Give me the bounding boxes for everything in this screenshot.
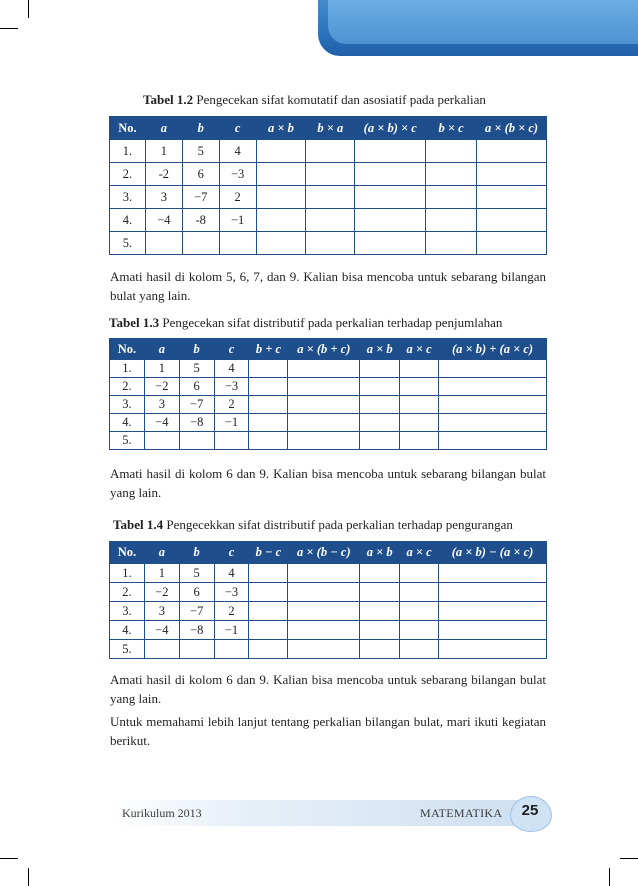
table-cell <box>360 640 400 659</box>
header-cell: a <box>145 117 182 140</box>
table-cell <box>477 163 547 186</box>
table-row <box>110 209 547 232</box>
table-cell <box>179 432 214 450</box>
paragraph: Amati hasil di kolom 6 dan 9. Kalian bisa mencoba untuk sebarang bilangan bulat yang lain. <box>110 466 546 500</box>
table-cell <box>400 564 439 583</box>
table-cell <box>249 414 288 432</box>
paragraph: Untuk memahami lebih lanjut tentang perkalian bilangan bulat, mari ikuti kegiatan berikut. <box>110 714 546 748</box>
table-cell <box>400 414 439 432</box>
table-1-2 <box>109 116 547 255</box>
table-cell <box>355 209 426 232</box>
table-cell <box>439 360 547 378</box>
table-cell <box>477 209 547 232</box>
table-cell: −8 <box>179 621 214 640</box>
header-cell: b <box>179 542 214 564</box>
table-cell: 4. <box>110 621 145 640</box>
table-cell <box>360 360 400 378</box>
table-caption <box>143 92 486 108</box>
table-cell: 4. <box>110 414 145 432</box>
table-cell <box>477 186 547 209</box>
table-cell <box>400 621 439 640</box>
table-cell: 1 <box>145 140 182 163</box>
table-row <box>110 360 547 378</box>
table-cell <box>249 396 288 414</box>
table-cell <box>400 432 439 450</box>
table-cell <box>288 360 360 378</box>
table-cell <box>439 640 547 659</box>
table-cell <box>249 621 288 640</box>
table-cell <box>306 186 355 209</box>
table-cell <box>400 640 439 659</box>
table-cell <box>306 140 355 163</box>
table-cell <box>360 432 400 450</box>
table-row <box>110 583 547 602</box>
table-cell <box>477 140 547 163</box>
table-cell <box>306 209 355 232</box>
header-cell: a × b <box>360 542 400 564</box>
table-cell <box>249 583 288 602</box>
table-cell: 4. <box>110 209 146 232</box>
table-cell <box>249 360 288 378</box>
table-cell <box>400 360 439 378</box>
header-cell: a × b <box>360 339 400 360</box>
table-cell: −1 <box>219 209 256 232</box>
table-cell: −1 <box>214 621 249 640</box>
table-cell <box>144 640 179 659</box>
table-cell: -2 <box>145 163 182 186</box>
table-cell: 3 <box>145 186 182 209</box>
table-cell: 6 <box>179 378 214 396</box>
table-cell: 2 <box>219 186 256 209</box>
crop-mark <box>620 858 638 859</box>
table-cell <box>256 209 306 232</box>
table-cell <box>214 640 249 659</box>
table-row <box>110 163 547 186</box>
table-caption <box>113 517 513 533</box>
table-cell: 4 <box>214 564 249 583</box>
table-cell <box>439 583 547 602</box>
table-cell <box>288 583 360 602</box>
header-cell: b × c <box>426 117 477 140</box>
table-cell <box>360 564 400 583</box>
table-cell <box>360 602 400 621</box>
table-cell: −7 <box>179 396 214 414</box>
table-cell <box>288 602 360 621</box>
table-cell: 2. <box>110 378 145 396</box>
table-cell: 3 <box>144 396 179 414</box>
table-cell <box>426 140 477 163</box>
table-cell <box>477 232 547 255</box>
table-cell: 5 <box>179 564 214 583</box>
table-cell <box>426 186 477 209</box>
table-cell: −7 <box>182 186 219 209</box>
table-cell <box>288 640 360 659</box>
header-cell: No. <box>110 339 145 360</box>
table-cell: 5. <box>110 640 145 659</box>
table-cell: −3 <box>219 163 256 186</box>
header-cell: a × (b × c) <box>477 117 547 140</box>
table-row <box>110 232 547 255</box>
table-cell <box>288 378 360 396</box>
crop-mark <box>28 868 29 886</box>
table-cell: 5 <box>182 140 219 163</box>
table-cell <box>256 140 306 163</box>
table-cell <box>426 232 477 255</box>
header-cell: b <box>179 339 214 360</box>
table-cell: 2 <box>214 602 249 621</box>
table-cell: 4 <box>214 360 249 378</box>
table-cell <box>360 583 400 602</box>
crop-mark <box>28 0 29 18</box>
table-cell <box>219 232 256 255</box>
table-cell <box>249 432 288 450</box>
table-cell: 6 <box>182 163 219 186</box>
table-cell: 5. <box>110 232 146 255</box>
header-cell: b × a <box>306 117 355 140</box>
table-cell <box>400 583 439 602</box>
table-number: Tabel 1.4 <box>113 517 164 532</box>
header-cell: c <box>214 542 249 564</box>
header-decoration-highlight <box>328 0 638 44</box>
table-cell: 1 <box>144 564 179 583</box>
header-cell: b <box>182 117 219 140</box>
table-cell: 1. <box>110 360 145 378</box>
table-caption-text: Pengecekkan sifat distributif pada perkalian terhadap pengurangan <box>163 517 513 532</box>
table-cell <box>439 396 547 414</box>
table-cell: −4 <box>144 414 179 432</box>
table-cell <box>182 232 219 255</box>
table-cell <box>400 602 439 621</box>
table-cell: 1. <box>110 564 145 583</box>
header-cell: (a × b) − (a × c) <box>439 542 547 564</box>
table-cell <box>439 414 547 432</box>
crop-mark <box>609 868 610 886</box>
table-cell: −1 <box>214 414 249 432</box>
table-cell: −3 <box>214 583 249 602</box>
table-cell <box>360 378 400 396</box>
page-number: 25 <box>521 802 539 819</box>
table-cell <box>400 396 439 414</box>
table-cell <box>355 232 426 255</box>
table-row <box>110 186 547 209</box>
table-row <box>110 564 547 583</box>
table-row <box>110 140 547 163</box>
footer-subject: MATEMATIKA <box>420 806 503 820</box>
table-cell <box>439 602 547 621</box>
table-row <box>110 640 547 659</box>
table-row <box>110 414 547 432</box>
table-cell: −2 <box>144 378 179 396</box>
table-row <box>110 621 547 640</box>
header-cell: No. <box>110 117 146 140</box>
table-cell <box>249 378 288 396</box>
table-cell: −7 <box>179 602 214 621</box>
table-cell <box>288 396 360 414</box>
table-number: Tabel 1.2 <box>143 92 194 107</box>
table-cell: 3. <box>110 602 145 621</box>
header-cell: a × c <box>400 542 439 564</box>
table-cell: −4 <box>144 621 179 640</box>
table-cell <box>360 414 400 432</box>
table-cell: 3. <box>110 186 146 209</box>
header-cell: b − c <box>249 542 288 564</box>
table-row <box>110 432 547 450</box>
table-cell <box>249 602 288 621</box>
table-cell <box>306 232 355 255</box>
header-cell: a × (b − c) <box>288 542 360 564</box>
crop-mark <box>0 858 18 859</box>
table-caption-text: Pengecekan sifat komutatif dan asosiatif pada perkalian <box>193 92 486 107</box>
table-cell <box>145 232 182 255</box>
table-cell: −4 <box>145 209 182 232</box>
header-cell: (a × b) + (a × c) <box>439 339 547 360</box>
table-cell <box>144 432 179 450</box>
table-cell <box>249 564 288 583</box>
table-cell <box>439 378 547 396</box>
table-cell <box>355 140 426 163</box>
table-cell: 3 <box>144 602 179 621</box>
table-cell <box>288 621 360 640</box>
table-1-4 <box>109 541 547 659</box>
header-cell: (a × b) × c <box>355 117 426 140</box>
header-cell: a × (b + c) <box>288 339 360 360</box>
header-cell: b + c <box>249 339 288 360</box>
table-cell <box>439 432 547 450</box>
table-cell <box>355 163 426 186</box>
table-cell <box>439 621 547 640</box>
table-cell: 4 <box>219 140 256 163</box>
header-cell: No. <box>110 542 145 564</box>
table-cell <box>400 378 439 396</box>
crop-mark <box>0 28 18 29</box>
table-cell: −8 <box>179 414 214 432</box>
paragraph: Amati hasil di kolom 6 dan 9. Kalian bisa mencoba untuk sebarang bilangan bulat yang lain. <box>110 672 546 706</box>
table-row <box>110 396 547 414</box>
table-cell <box>214 432 249 450</box>
paragraph: Amati hasil di kolom 5, 6, 7, dan 9. Kalian bisa mencoba untuk sebarang bilangan bulat yang lain. <box>110 269 546 303</box>
table-cell <box>179 640 214 659</box>
table-caption <box>109 315 502 331</box>
table-cell: 1 <box>144 360 179 378</box>
header-cell: a × c <box>400 339 439 360</box>
table-cell: 5. <box>110 432 145 450</box>
table-caption-text: Pengecekan sifat distributif pada perkalian terhadap penjumlahan <box>159 315 503 330</box>
table-cell <box>256 232 306 255</box>
table-cell: −2 <box>144 583 179 602</box>
table-cell: 2. <box>110 163 146 186</box>
table-cell: -8 <box>182 209 219 232</box>
table-cell <box>439 564 547 583</box>
header-cell: c <box>219 117 256 140</box>
table-cell <box>355 186 426 209</box>
footer-curriculum: Kurikulum 2013 <box>122 806 202 820</box>
table-cell <box>360 621 400 640</box>
table-row <box>110 378 547 396</box>
header-cell: a <box>144 339 179 360</box>
table-cell: 1. <box>110 140 146 163</box>
table-cell <box>288 564 360 583</box>
table-cell <box>426 209 477 232</box>
table-cell <box>288 432 360 450</box>
table-row <box>110 602 547 621</box>
table-cell <box>256 186 306 209</box>
header-cell: a <box>144 542 179 564</box>
table-cell <box>288 414 360 432</box>
table-cell: 3. <box>110 396 145 414</box>
table-1-3 <box>109 338 547 450</box>
table-cell <box>249 640 288 659</box>
table-cell: 2. <box>110 583 145 602</box>
table-cell: 6 <box>179 583 214 602</box>
table-number: Tabel 1.3 <box>109 315 160 330</box>
table-cell <box>306 163 355 186</box>
header-cell: a × b <box>256 117 306 140</box>
table-cell <box>256 163 306 186</box>
table-cell <box>360 396 400 414</box>
table-cell: 5 <box>179 360 214 378</box>
header-cell: c <box>214 339 249 360</box>
table-cell <box>426 163 477 186</box>
table-cell: −3 <box>214 378 249 396</box>
table-cell: 2 <box>214 396 249 414</box>
